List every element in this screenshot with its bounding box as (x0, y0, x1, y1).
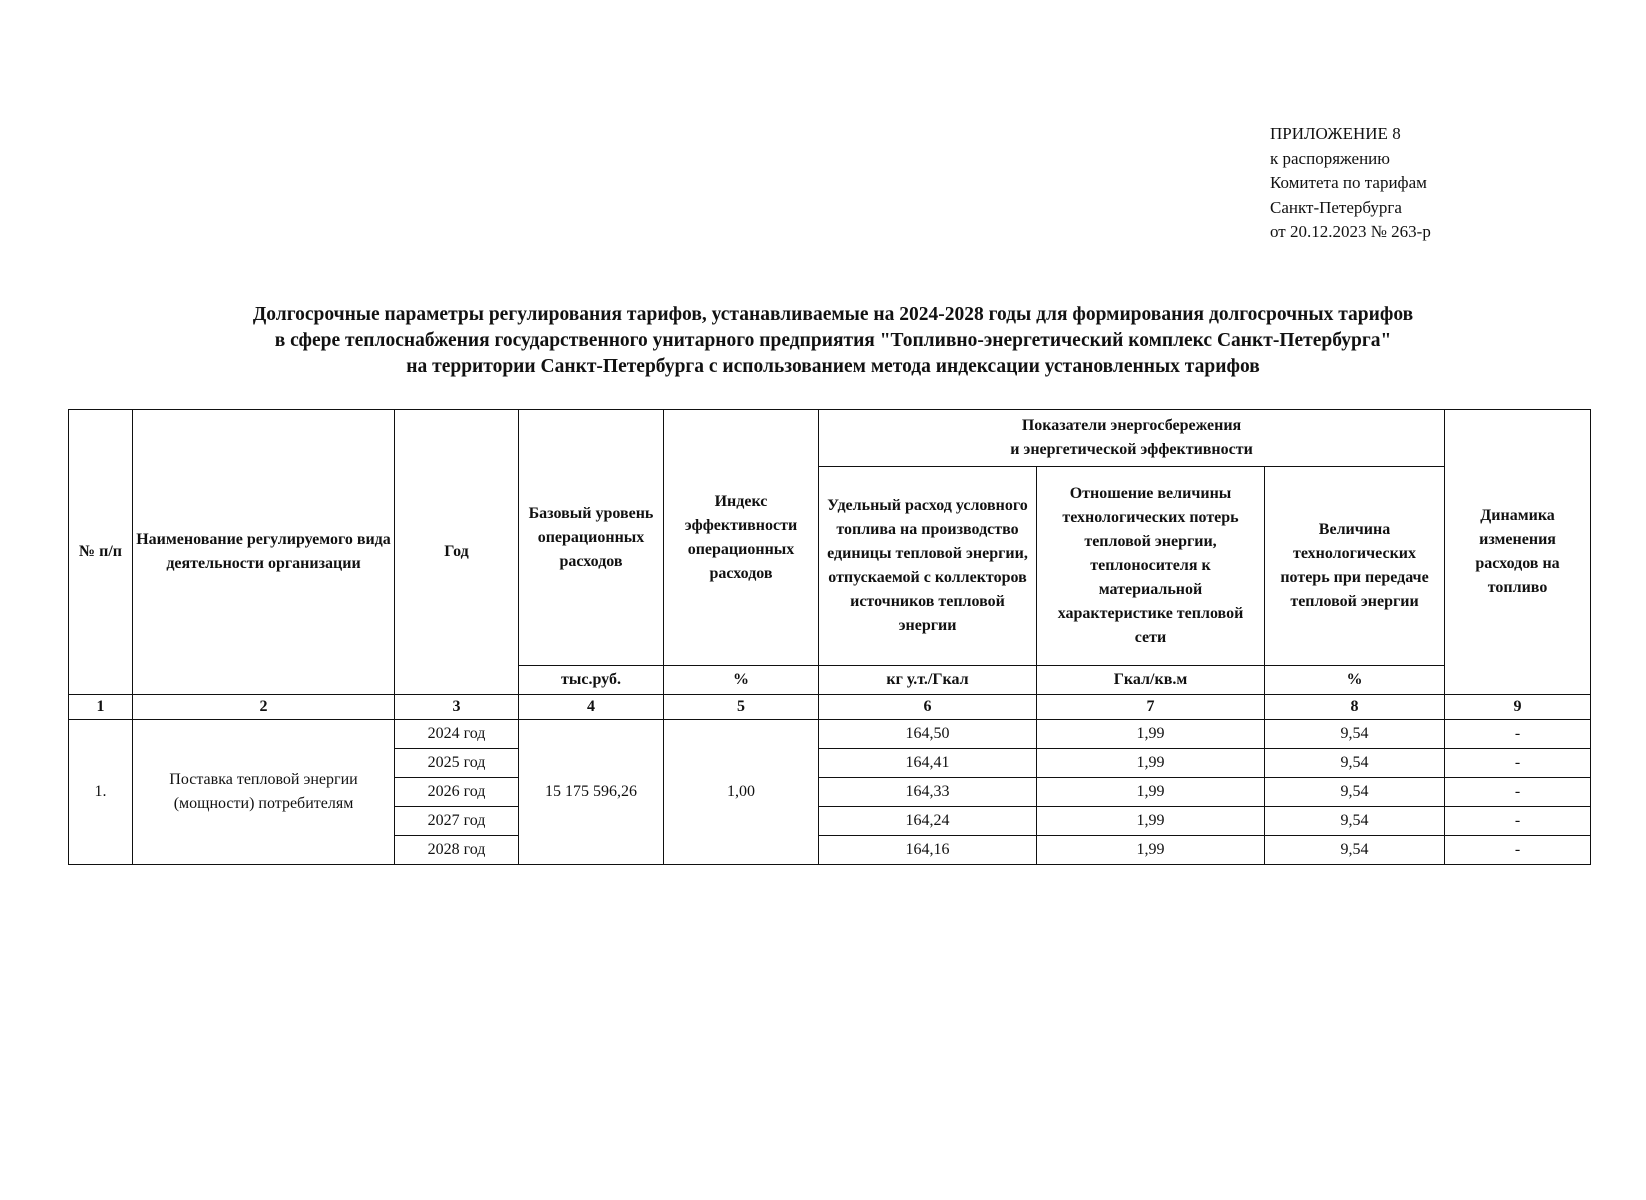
cell-year: 2028 год (395, 836, 519, 865)
row-activity-name: Поставка тепловой энергии (мощности) потребителям (133, 720, 395, 865)
unit-index: % (664, 666, 819, 695)
cell-losses: 9,54 (1265, 836, 1445, 865)
appendix-number: ПРИЛОЖЕНИЕ 8 (1270, 124, 1401, 143)
cell-losses: 9,54 (1265, 720, 1445, 749)
cell-ratio: 1,99 (1037, 836, 1265, 865)
header-group (819, 410, 1445, 467)
col-number: 3 (395, 695, 519, 720)
cell-fuel: 164,24 (819, 807, 1037, 836)
header-fuel: Удельный расход условного топлива на производство единицы тепловой энергии, отпускаемой с коллекторов источников тепловой энергии (819, 467, 1037, 666)
appendix-block (1270, 122, 1431, 245)
col-number: 4 (519, 695, 664, 720)
header-num: № п/п (69, 410, 133, 695)
row-efficiency-index: 1,00 (664, 720, 819, 865)
unit-base: тыс.руб. (519, 666, 664, 695)
appendix-city: Санкт-Петербурга (1270, 197, 1402, 217)
col-number: 7 (1037, 695, 1265, 720)
header-base: Базовый уровень операционных расходов (519, 410, 664, 666)
header-group-line-2: и энергетической эффективности (1010, 441, 1253, 458)
cell-losses: 9,54 (1265, 778, 1445, 807)
col-number: 9 (1445, 695, 1591, 720)
cell-ratio: 1,99 (1037, 807, 1265, 836)
header-losses: Величина технологических потерь при передаче тепловой энергии (1265, 467, 1445, 666)
cell-dynamics: - (1445, 749, 1591, 778)
title-line-2: в сфере теплоснабжения государственного унитарного предприятия "Топливно-энергетический комплекс Санкт-Петербурга" (274, 330, 1392, 351)
header-index: Индекс эффективности операционных расходов (664, 410, 819, 666)
appendix-committee: Комитета по тарифам (1270, 173, 1427, 192)
col-number: 2 (133, 695, 395, 720)
parameters-table (68, 409, 1591, 865)
header-year: Год (395, 410, 519, 695)
cell-ratio: 1,99 (1037, 720, 1265, 749)
table-row (69, 720, 1591, 749)
header-dynamics: Динамика изменения расходов на топливо (1445, 410, 1591, 695)
cell-losses: 9,54 (1265, 807, 1445, 836)
cell-dynamics: - (1445, 778, 1591, 807)
title-line-1: Долгосрочные параметры регулирования тарифов, устанавливаемые на 2024-2028 годы для формирования долгосрочных тарифов (252, 304, 1414, 325)
cell-losses: 9,54 (1265, 749, 1445, 778)
cell-fuel: 164,16 (819, 836, 1037, 865)
cell-year: 2025 год (395, 749, 519, 778)
cell-dynamics: - (1445, 836, 1591, 865)
document-title (60, 302, 1606, 380)
header-group-line-1: Показатели энергосбережения (1021, 417, 1242, 434)
cell-fuel: 164,50 (819, 720, 1037, 749)
row-base-costs: 15 175 596,26 (519, 720, 664, 865)
appendix-date: от 20.12.2023 № 263-р (1270, 222, 1431, 241)
header-name: Наименование регулируемого вида деятельности организации (133, 410, 395, 695)
cell-ratio: 1,99 (1037, 749, 1265, 778)
cell-dynamics: - (1445, 720, 1591, 749)
col-number: 1 (69, 695, 133, 720)
col-number: 6 (819, 695, 1037, 720)
unit-fuel: кг у.т./Гкал (819, 666, 1037, 695)
col-number: 5 (664, 695, 819, 720)
cell-year: 2024 год (395, 720, 519, 749)
unit-losses: % (1265, 666, 1445, 695)
cell-fuel: 164,33 (819, 778, 1037, 807)
cell-year: 2026 год (395, 778, 519, 807)
cell-fuel: 164,41 (819, 749, 1037, 778)
unit-ratio: Гкал/кв.м (1037, 666, 1265, 695)
col-number: 8 (1265, 695, 1445, 720)
cell-dynamics: - (1445, 807, 1591, 836)
title-line-3: на территории Санкт-Петербурга с использованием метода индексации установленных тарифов (406, 356, 1260, 377)
appendix-ref: к распоряжению (1270, 148, 1390, 168)
cell-ratio: 1,99 (1037, 778, 1265, 807)
row-num: 1. (69, 720, 133, 865)
header-ratio: Отношение величины технологических потерь тепловой энергии, теплоносителя к материальной характеристике тепловой сети (1037, 467, 1265, 666)
cell-year: 2027 год (395, 807, 519, 836)
